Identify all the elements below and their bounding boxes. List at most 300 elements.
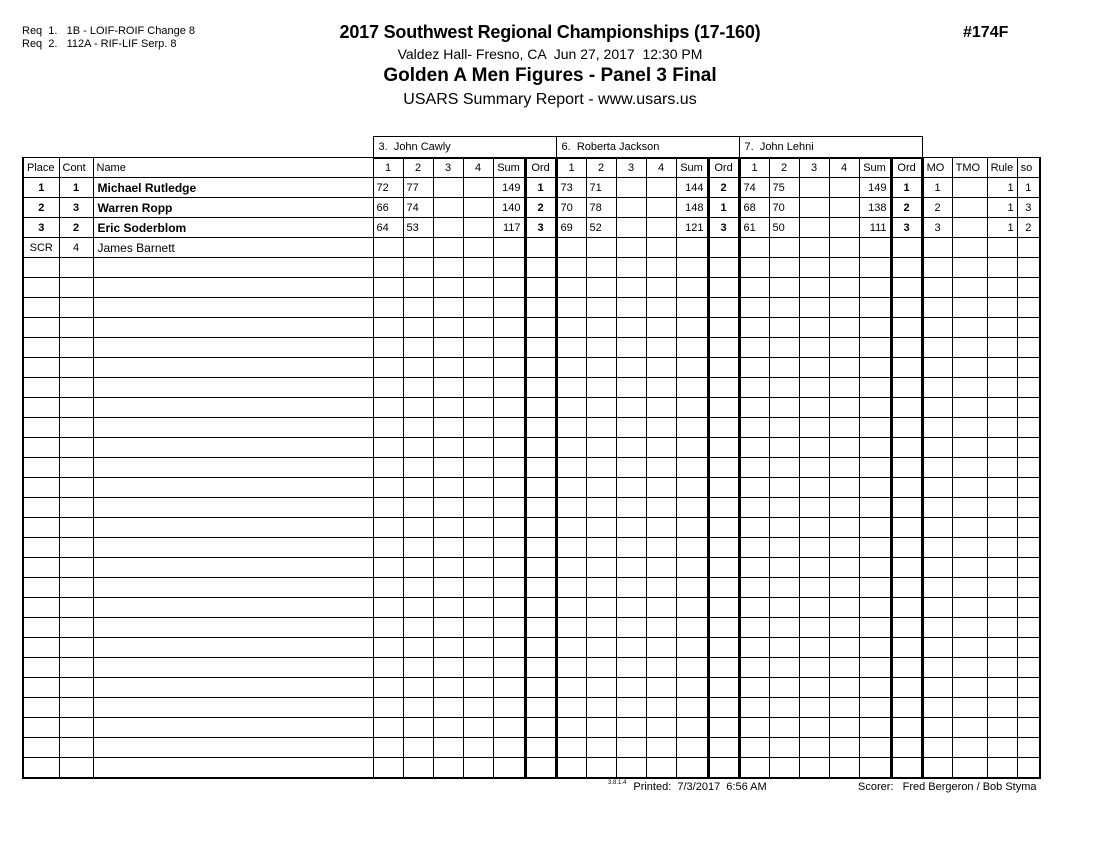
sum-cell <box>859 478 891 498</box>
score-cell <box>739 258 769 278</box>
ordinal-cell <box>708 518 739 538</box>
cont-cell <box>59 758 93 778</box>
column-header-row <box>23 158 1040 178</box>
rule-cell: 1 <box>987 178 1017 198</box>
sum-cell <box>676 758 708 778</box>
judge-name-2: 6. Roberta Jackson <box>556 137 739 158</box>
cont-cell: 1 <box>59 178 93 198</box>
score-cell <box>403 458 433 478</box>
rule-cell <box>987 438 1017 458</box>
sum-cell <box>859 398 891 418</box>
score-cell <box>373 338 403 358</box>
venue-datetime: Valdez Hall- Fresno, CA Jun 27, 2017 12:30 PM <box>397 46 703 62</box>
ordinal-cell <box>891 638 922 658</box>
score-cell <box>463 498 493 518</box>
score-cell <box>739 538 769 558</box>
so-cell <box>1017 498 1040 518</box>
place-cell <box>23 478 59 498</box>
place-cell <box>23 498 59 518</box>
score-cell <box>463 738 493 758</box>
tmo-cell <box>952 498 987 518</box>
mo-cell <box>922 698 952 718</box>
score-cell <box>646 758 676 778</box>
mo-cell <box>922 618 952 638</box>
so-cell <box>1017 578 1040 598</box>
score-cell <box>616 198 646 218</box>
req-line-1: Req 1. 1B - LOIF-ROIF Change 8 <box>22 25 196 37</box>
ordinal-cell: 3 <box>708 218 739 238</box>
score-cell <box>829 398 859 418</box>
score-cell <box>373 418 403 438</box>
empty-row <box>23 258 1040 278</box>
skater-name-cell: James Barnett <box>93 238 373 258</box>
cont-cell <box>59 638 93 658</box>
score-cell <box>586 538 616 558</box>
score-cell <box>463 758 493 778</box>
score-cell <box>463 238 493 258</box>
sum-cell <box>676 338 708 358</box>
score-cell <box>799 338 829 358</box>
so-cell <box>1017 258 1040 278</box>
score-cell <box>769 618 799 638</box>
score-cell <box>433 338 463 358</box>
sum-cell <box>493 438 525 458</box>
score-cell <box>646 638 676 658</box>
score-cell <box>799 378 829 398</box>
sum-cell <box>859 298 891 318</box>
score-cell <box>616 538 646 558</box>
score-cell: 53 <box>403 218 433 238</box>
score-cell <box>433 718 463 738</box>
score-cell <box>829 658 859 678</box>
mo-cell <box>922 358 952 378</box>
cont-cell <box>59 678 93 698</box>
sum-cell <box>493 518 525 538</box>
skater-name-cell <box>93 598 373 618</box>
score-cell <box>463 258 493 278</box>
score-cell <box>739 298 769 318</box>
score-cell <box>829 578 859 598</box>
score-cell <box>769 278 799 298</box>
score-cell <box>463 538 493 558</box>
score-cell <box>433 698 463 718</box>
score-cell <box>799 598 829 618</box>
score-cell <box>586 518 616 538</box>
score-cell <box>433 458 463 478</box>
score-cell <box>799 498 829 518</box>
score-cell <box>586 638 616 658</box>
score-cell <box>556 658 586 678</box>
score-cell <box>556 518 586 538</box>
ordinal-cell <box>891 358 922 378</box>
so-cell <box>1017 758 1040 778</box>
sum-cell <box>493 358 525 378</box>
score-cell <box>463 558 493 578</box>
cont-cell <box>59 518 93 538</box>
score-cell <box>433 218 463 238</box>
score-cell <box>616 438 646 458</box>
score-cell <box>739 358 769 378</box>
ordinal-cell: 2 <box>525 198 556 218</box>
score-cell <box>799 278 829 298</box>
championship-title: 2017 Southwest Regional Championships (17-160) <box>339 22 761 42</box>
score-cell <box>433 238 463 258</box>
ordinal-cell <box>525 418 556 438</box>
score-cell <box>769 658 799 678</box>
score-cell <box>463 478 493 498</box>
score-cell <box>586 278 616 298</box>
score-cell <box>586 478 616 498</box>
place-cell <box>23 558 59 578</box>
so-cell <box>1017 278 1040 298</box>
mo-cell <box>922 718 952 738</box>
score-cell <box>373 378 403 398</box>
score-cell <box>433 198 463 218</box>
skater-name-cell: Michael Rutledge <box>93 178 373 198</box>
cont-cell <box>59 458 93 478</box>
score-cell <box>463 678 493 698</box>
score-cell <box>646 458 676 478</box>
so-cell <box>1017 638 1040 658</box>
score-cell <box>646 298 676 318</box>
sum-cell <box>859 658 891 678</box>
ordinal-cell <box>525 438 556 458</box>
score-cell <box>616 578 646 598</box>
result-row <box>23 238 1040 258</box>
mo-cell <box>922 258 952 278</box>
score-cell <box>646 518 676 538</box>
rule-cell: 1 <box>987 198 1017 218</box>
score-cell <box>463 638 493 658</box>
sum-cell <box>676 258 708 278</box>
score-cell <box>403 398 433 418</box>
score-cell <box>586 618 616 638</box>
sum-cell <box>859 238 891 258</box>
ordinal-cell: 3 <box>525 218 556 238</box>
score-cell <box>433 258 463 278</box>
score-cell <box>739 378 769 398</box>
cont-cell <box>59 318 93 338</box>
score-cell <box>373 638 403 658</box>
report-type-line: USARS Summary Report - www.usars.us <box>403 91 697 108</box>
cont-cell: 2 <box>59 218 93 238</box>
score-cell <box>829 178 859 198</box>
sum-cell <box>859 738 891 758</box>
sum-cell <box>859 558 891 578</box>
mo-cell: 3 <box>922 218 952 238</box>
score-cell <box>616 418 646 438</box>
mo-cell <box>922 458 952 478</box>
score-cell <box>829 278 859 298</box>
score-cell <box>646 478 676 498</box>
ordinal-cell <box>891 698 922 718</box>
score-cell <box>829 298 859 318</box>
col-header-judge2-4: 4 <box>646 158 676 178</box>
score-cell <box>769 378 799 398</box>
score-cell <box>739 498 769 518</box>
score-cell <box>829 458 859 478</box>
ordinal-cell <box>891 278 922 298</box>
skater-name-cell <box>93 618 373 638</box>
sum-cell: 138 <box>859 198 891 218</box>
col-header-judge3-ord: Ord <box>891 158 922 178</box>
ordinal-cell <box>525 598 556 618</box>
sum-cell <box>493 278 525 298</box>
tmo-cell <box>952 758 987 778</box>
rule-cell <box>987 318 1017 338</box>
sum-cell <box>493 318 525 338</box>
rule-cell <box>987 238 1017 258</box>
software-version: 3.8.1.4 <box>608 780 627 786</box>
score-cell <box>769 418 799 438</box>
score-cell <box>739 618 769 638</box>
score-cell <box>616 218 646 238</box>
sum-cell <box>493 598 525 618</box>
skater-name-cell: Warren Ropp <box>93 198 373 218</box>
ordinal-cell <box>891 678 922 698</box>
tmo-cell <box>952 318 987 338</box>
score-cell <box>829 678 859 698</box>
score-cell <box>373 478 403 498</box>
score-cell <box>433 478 463 498</box>
sum-cell <box>676 358 708 378</box>
rule-cell <box>987 498 1017 518</box>
score-cell <box>616 678 646 698</box>
so-cell <box>1017 458 1040 478</box>
ordinal-cell <box>525 358 556 378</box>
place-cell: 3 <box>23 218 59 238</box>
score-cell: 72 <box>373 178 403 198</box>
score-cell <box>373 498 403 518</box>
mo-cell <box>922 338 952 358</box>
result-row <box>23 218 1040 238</box>
tmo-cell <box>952 698 987 718</box>
score-cell <box>556 718 586 738</box>
ordinal-cell <box>891 658 922 678</box>
score-cell <box>769 358 799 378</box>
so-cell <box>1017 718 1040 738</box>
ordinal-cell <box>708 458 739 478</box>
score-cell <box>433 658 463 678</box>
score-cell <box>586 418 616 438</box>
sum-cell <box>493 578 525 598</box>
sum-cell <box>676 298 708 318</box>
sum-cell <box>859 618 891 638</box>
rule-cell <box>987 338 1017 358</box>
place-cell <box>23 638 59 658</box>
col-header-judge2-3: 3 <box>616 158 646 178</box>
score-cell <box>769 398 799 418</box>
so-cell <box>1017 298 1040 318</box>
sum-cell <box>493 738 525 758</box>
place-cell <box>23 458 59 478</box>
score-cell <box>769 518 799 538</box>
score-cell <box>646 538 676 558</box>
ordinal-cell <box>891 738 922 758</box>
cont-cell <box>59 378 93 398</box>
score-cell <box>433 438 463 458</box>
score-cell <box>433 638 463 658</box>
skater-name-cell <box>93 498 373 518</box>
empty-row <box>23 698 1040 718</box>
score-cell <box>799 558 829 578</box>
sum-cell <box>493 698 525 718</box>
ordinal-cell <box>525 258 556 278</box>
rule-cell <box>987 598 1017 618</box>
score-cell <box>646 558 676 578</box>
ordinal-cell <box>525 738 556 758</box>
sum-cell <box>859 598 891 618</box>
score-cell <box>556 618 586 638</box>
score-cell: 74 <box>403 198 433 218</box>
ordinal-cell <box>708 618 739 638</box>
rule-cell <box>987 458 1017 478</box>
col-header-name: Name <box>93 158 373 178</box>
ordinal-cell <box>891 558 922 578</box>
score-cell <box>829 638 859 658</box>
score-cell <box>433 278 463 298</box>
score-cell <box>829 238 859 258</box>
sum-cell <box>676 398 708 418</box>
score-cell <box>463 438 493 458</box>
score-cell <box>616 458 646 478</box>
score-cell <box>769 578 799 598</box>
sum-cell: 140 <box>493 198 525 218</box>
ordinal-cell <box>525 458 556 478</box>
score-cell <box>646 738 676 758</box>
score-cell <box>769 538 799 558</box>
col-header-place: Place <box>23 158 59 178</box>
score-cell <box>829 558 859 578</box>
ordinal-cell <box>525 298 556 318</box>
score-cell <box>799 538 829 558</box>
ordinal-cell <box>708 538 739 558</box>
col-header-judge1-2: 2 <box>403 158 433 178</box>
so-cell <box>1017 438 1040 458</box>
score-cell <box>373 698 403 718</box>
score-cell <box>646 338 676 358</box>
score-cell <box>463 198 493 218</box>
score-cell <box>403 438 433 458</box>
tmo-cell <box>952 298 987 318</box>
cont-cell <box>59 738 93 758</box>
score-cell <box>403 618 433 638</box>
result-row <box>23 178 1040 198</box>
place-cell <box>23 578 59 598</box>
col-header-judge3-4: 4 <box>829 158 859 178</box>
rule-cell <box>987 558 1017 578</box>
score-cell <box>403 758 433 778</box>
tmo-cell <box>952 718 987 738</box>
ordinal-cell <box>708 278 739 298</box>
ordinal-cell <box>891 478 922 498</box>
score-cell <box>403 738 433 758</box>
score-cell: 70 <box>769 198 799 218</box>
score-cell <box>463 578 493 598</box>
score-cell <box>739 478 769 498</box>
sum-cell <box>493 418 525 438</box>
score-cell <box>433 318 463 338</box>
place-cell <box>23 358 59 378</box>
sum-cell <box>676 458 708 478</box>
score-cell <box>556 398 586 418</box>
tmo-cell <box>952 378 987 398</box>
skater-name-cell <box>93 438 373 458</box>
ordinal-cell <box>891 418 922 438</box>
score-cell <box>769 698 799 718</box>
cont-cell <box>59 278 93 298</box>
event-title: Golden A Men Figures - Panel 3 Final <box>383 65 717 86</box>
so-cell <box>1017 558 1040 578</box>
judge-name-3: 7. John Lehni <box>739 137 922 158</box>
score-cell <box>646 258 676 278</box>
score-cell <box>433 758 463 778</box>
col-header-judge3-sum: Sum <box>859 158 891 178</box>
score-cell <box>463 698 493 718</box>
tmo-cell <box>952 518 987 538</box>
score-cell <box>769 298 799 318</box>
score-cell <box>556 638 586 658</box>
rule-cell <box>987 398 1017 418</box>
cont-cell <box>59 578 93 598</box>
score-cell <box>799 578 829 598</box>
score-cell <box>556 298 586 318</box>
sum-cell <box>493 678 525 698</box>
score-cell <box>829 258 859 278</box>
score-cell <box>586 658 616 678</box>
score-cell <box>769 478 799 498</box>
col-header-tmo: TMO <box>952 158 987 178</box>
sum-cell <box>493 618 525 638</box>
ordinal-cell <box>891 318 922 338</box>
ordinal-cell <box>525 678 556 698</box>
score-cell <box>646 578 676 598</box>
skater-name-cell: Eric Soderblom <box>93 218 373 238</box>
sum-cell <box>859 318 891 338</box>
ordinal-cell <box>525 698 556 718</box>
mo-cell <box>922 638 952 658</box>
col-header-rule: Rule <box>987 158 1017 178</box>
score-cell <box>556 338 586 358</box>
tmo-cell <box>952 458 987 478</box>
tmo-cell <box>952 658 987 678</box>
ordinal-cell <box>891 258 922 278</box>
ordinal-cell <box>708 678 739 698</box>
sum-cell <box>676 718 708 738</box>
sum-cell <box>493 478 525 498</box>
score-cell <box>769 318 799 338</box>
rule-cell <box>987 658 1017 678</box>
ordinal-cell <box>525 498 556 518</box>
sum-cell <box>493 458 525 478</box>
score-cell <box>556 438 586 458</box>
sum-cell: 149 <box>493 178 525 198</box>
score-cell <box>829 378 859 398</box>
score-cell <box>739 698 769 718</box>
mo-cell <box>922 378 952 398</box>
score-cell <box>739 578 769 598</box>
mo-cell <box>922 398 952 418</box>
score-cell <box>373 738 403 758</box>
score-cell <box>433 418 463 438</box>
empty-row <box>23 318 1040 338</box>
score-cell <box>799 238 829 258</box>
score-cell <box>739 558 769 578</box>
judge-row-right-spacer <box>922 137 1040 158</box>
score-cell <box>403 658 433 678</box>
sum-cell <box>859 758 891 778</box>
judge-header-row <box>23 137 1040 158</box>
